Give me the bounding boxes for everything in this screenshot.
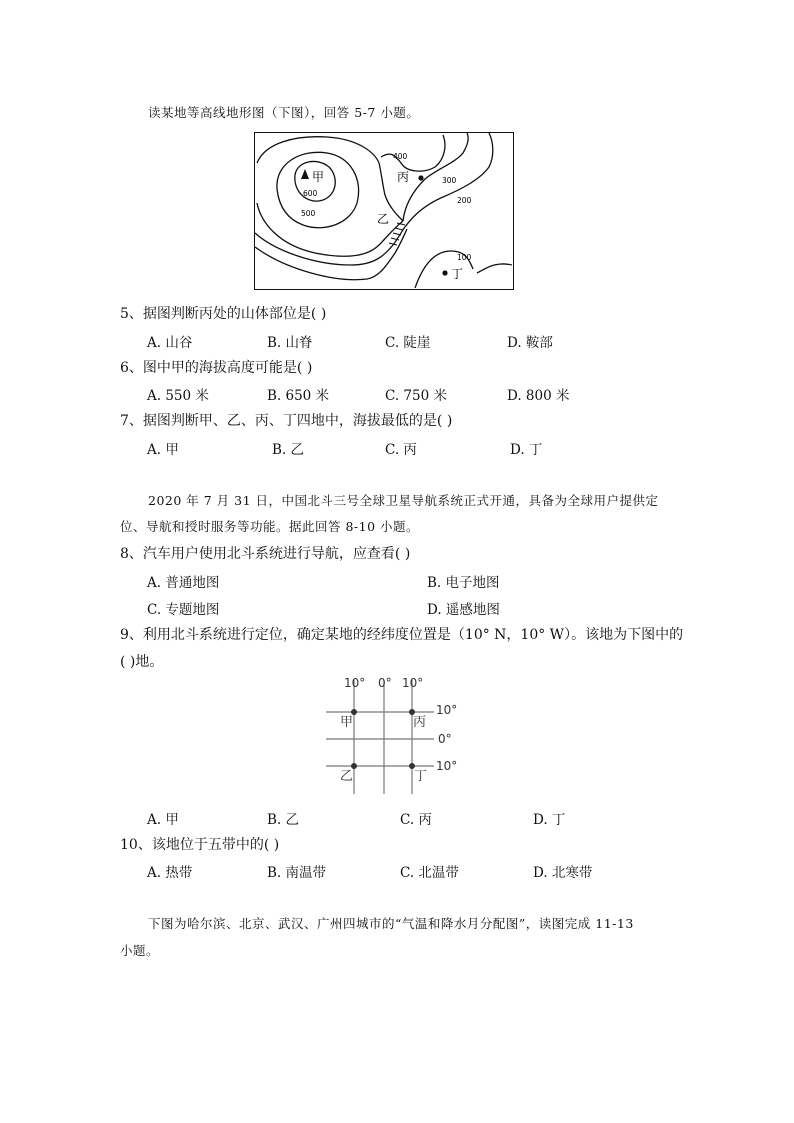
q5-option-c: C. 陡崖 xyxy=(385,335,431,351)
contour-100-label: 100 xyxy=(457,253,472,262)
q9-option-a: A. 甲 xyxy=(147,812,179,828)
q9-option-d: D. 丁 xyxy=(533,812,566,828)
grid-right-bottom-label: 10° xyxy=(436,759,458,773)
grid-label-jia: 甲 xyxy=(340,715,354,730)
q9-option-c: C. 丙 xyxy=(400,812,432,828)
q5-stem: 5、据图判断丙处的山体部位是( ) xyxy=(120,306,327,322)
q7-option-b: B. 乙 xyxy=(272,442,305,458)
q8-option-a: A. 普通地图 xyxy=(147,575,220,591)
grid-top-mid-label: 0° xyxy=(378,676,392,690)
grid-label-ding: 丁 xyxy=(414,769,428,784)
q10-option-b: B. 南温带 xyxy=(267,865,327,881)
grid-right-mid-label: 0° xyxy=(438,732,452,746)
contour-map-svg xyxy=(255,133,512,288)
latlong-grid xyxy=(320,672,470,798)
section2-intro-line1: 2020 年 7 月 31 日，中国北斗三号全球卫星导航系统正式开通，具备为全球用户提供定 xyxy=(148,493,659,508)
bing-point-icon xyxy=(418,175,423,180)
q8-stem: 8、汽车用户使用北斗系统进行导航，应查看( ) xyxy=(120,546,411,562)
ding-point-icon xyxy=(442,270,447,275)
peak-triangle-icon xyxy=(301,169,309,179)
grid-label-bing: 丙 xyxy=(413,715,427,730)
q5-option-a: A. 山谷 xyxy=(147,335,193,351)
map-label-yi: 乙 xyxy=(377,212,390,226)
contour-600-label: 600 xyxy=(303,189,318,198)
section3-intro-line2: 小题。 xyxy=(120,943,160,958)
q7-option-a: A. 甲 xyxy=(147,442,179,458)
q9-stem-line2: ( )地。 xyxy=(120,654,164,670)
q8-option-b: B. 电子地图 xyxy=(427,575,500,591)
section1-intro: 读某地等高线地形图（下图），回答 5-7 小题。 xyxy=(148,105,420,120)
q10-stem: 10、该地位于五带中的( ) xyxy=(120,837,280,853)
map-label-bing: 丙 xyxy=(397,170,410,184)
section3-intro-line1: 下图为哈尔滨、北京、武汉、广州四城市的“气温和降水月分配图”，读图完成 11-13 xyxy=(148,916,634,931)
q10-option-d: D. 北寒带 xyxy=(533,865,593,881)
q9-option-b: B. 乙 xyxy=(267,812,300,828)
q9-stem-line1: 9、利用北斗系统进行定位，确定某地的经纬度位置是（10° N，10° W）。该地为下图中的 xyxy=(120,627,684,643)
contour-200-label: 200 xyxy=(457,196,472,205)
contour-500-label: 500 xyxy=(301,209,316,218)
q5-option-d: D. 鞍部 xyxy=(507,335,553,351)
contour-400-label: 400 xyxy=(393,152,408,161)
q6-option-b: B. 650 米 xyxy=(267,388,330,404)
q10-option-a: A. 热带 xyxy=(147,865,193,881)
section2-intro-line2: 位、导航和授时服务等功能。据此回答 8-10 小题。 xyxy=(120,519,420,534)
grid-top-left-label: 10° xyxy=(344,676,366,690)
q5-option-b: B. 山脊 xyxy=(267,335,313,351)
grid-label-yi: 乙 xyxy=(340,769,354,784)
q6-option-d: D. 800 米 xyxy=(507,388,570,404)
q6-option-a: A. 550 米 xyxy=(147,388,209,404)
grid-top-right-label: 10° xyxy=(402,676,424,690)
q10-option-c: C. 北温带 xyxy=(400,865,459,881)
contour-map xyxy=(254,132,514,290)
q6-option-c: C. 750 米 xyxy=(385,388,447,404)
q7-stem: 7、据图判断甲、乙、丙、丁四地中，海拔最低的是( ) xyxy=(120,413,453,429)
map-label-ding: 丁 xyxy=(451,267,464,281)
contour-300-label: 300 xyxy=(442,176,457,185)
q7-option-d: D. 丁 xyxy=(510,442,543,458)
q8-option-d: D. 遥感地图 xyxy=(427,602,500,618)
grid-right-top-label: 10° xyxy=(436,703,458,717)
map-label-jia: 甲 xyxy=(312,170,325,184)
q6-stem: 6、图中甲的海拔高度可能是( ) xyxy=(120,360,313,376)
q7-option-c: C. 丙 xyxy=(385,442,417,458)
q8-option-c: C. 专题地图 xyxy=(147,602,220,618)
